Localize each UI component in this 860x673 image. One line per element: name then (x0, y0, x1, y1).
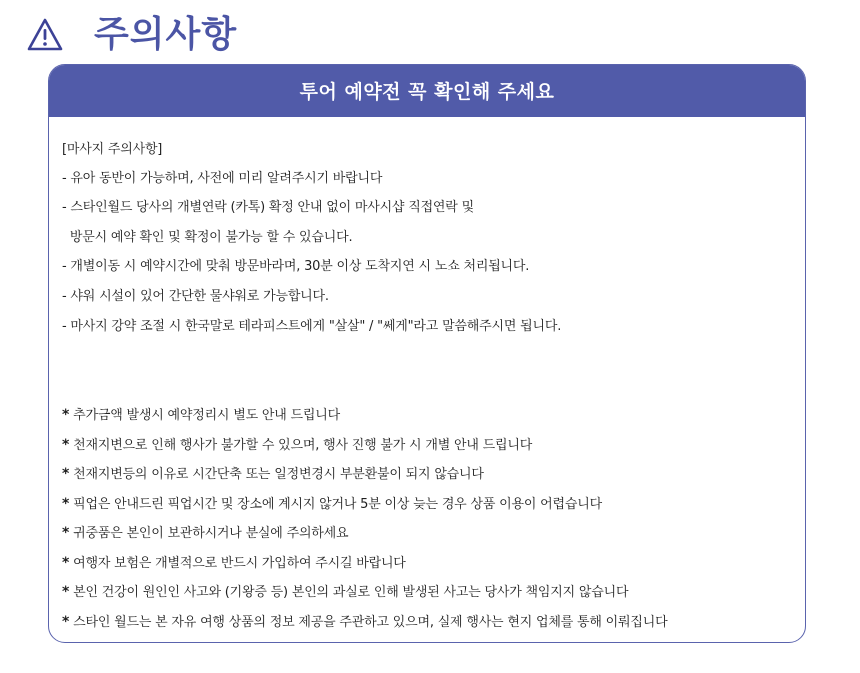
notice-item (62, 581, 628, 600)
massage-note: 방문시 예약 확인 및 확정이 불가능 할 수 있습니다. (62, 230, 353, 245)
massage-section-heading: [마사지 주의사항] (62, 142, 163, 157)
massage-note: - 유아 동반이 가능하며, 사전에 미리 알려주시기 바랍니다 (62, 171, 383, 186)
notice-item (62, 463, 484, 482)
bullet-star: * (62, 466, 70, 482)
notice-card (48, 64, 806, 643)
card-header: 투어 예약전 꼭 확인해 주세요 (49, 65, 805, 117)
bullet-star: * (62, 407, 70, 423)
bullet-star: * (62, 437, 70, 453)
notice-text: 픽업은 안내드린 픽업시간 및 장소에 계시지 않거나 5분 이상 늦는 경우 상품 이용이 어렵습니다 (73, 497, 602, 512)
bullet-star: * (62, 496, 70, 512)
notice-text: 스타인 월드는 본 자유 여행 상품의 정보 제공을 주관하고 있으며, 실제 행사는 현지 업체를 통해 이뤄집니다 (73, 615, 668, 630)
notice-item (62, 493, 602, 512)
massage-note: - 마사지 강약 조절 시 한국말로 테라피스트에게 "살살" / "쎄게"라고 말씀해주시면 됩니다. (62, 319, 562, 334)
massage-note: - 개별이동 시 예약시간에 맞춰 방문바라며, 30분 이상 도착지연 시 노쇼 처리됩니다. (62, 259, 530, 274)
bullet-star: * (62, 525, 70, 541)
page-title: 주의사항 (94, 14, 238, 55)
notice-text: 천재지변으로 인해 행사가 불가할 수 있으며, 행사 진행 불가 시 개별 안내 드립니다 (73, 438, 533, 453)
notice-text: 천재지변등의 이유로 시간단축 또는 일정변경시 부분환불이 되지 않습니다 (73, 467, 484, 482)
notice-text: 귀중품은 본인이 보관하시거나 분실에 주의하세요 (73, 526, 349, 541)
notice-text: 본인 건강이 원인인 사고와 (기왕증 등) 본인의 과실로 인해 발생된 사고는 당사가 책임지지 않습니다 (73, 585, 629, 600)
bullet-star: * (62, 584, 70, 600)
notice-item (62, 552, 406, 571)
notice-text: 추가금액 발생시 예약정리시 별도 안내 드립니다 (73, 408, 340, 423)
notice-item (62, 404, 340, 423)
bullet-star: * (62, 555, 70, 571)
warning-triangle-icon (26, 16, 64, 54)
bullet-star: * (62, 614, 70, 630)
massage-note: - 샤워 시설이 있어 간단한 물샤워로 가능합니다. (62, 289, 329, 304)
notice-item (62, 611, 667, 630)
massage-note: - 스타인월드 당사의 개별연락 (카톡) 확정 안내 없이 마사시샵 직접연락 및 (62, 200, 474, 215)
notice-item (62, 522, 348, 541)
title-row (26, 10, 237, 60)
notice-text: 여행자 보험은 개별적으로 반드시 가입하여 주시길 바랍니다 (73, 556, 406, 571)
notice-item (62, 434, 532, 453)
